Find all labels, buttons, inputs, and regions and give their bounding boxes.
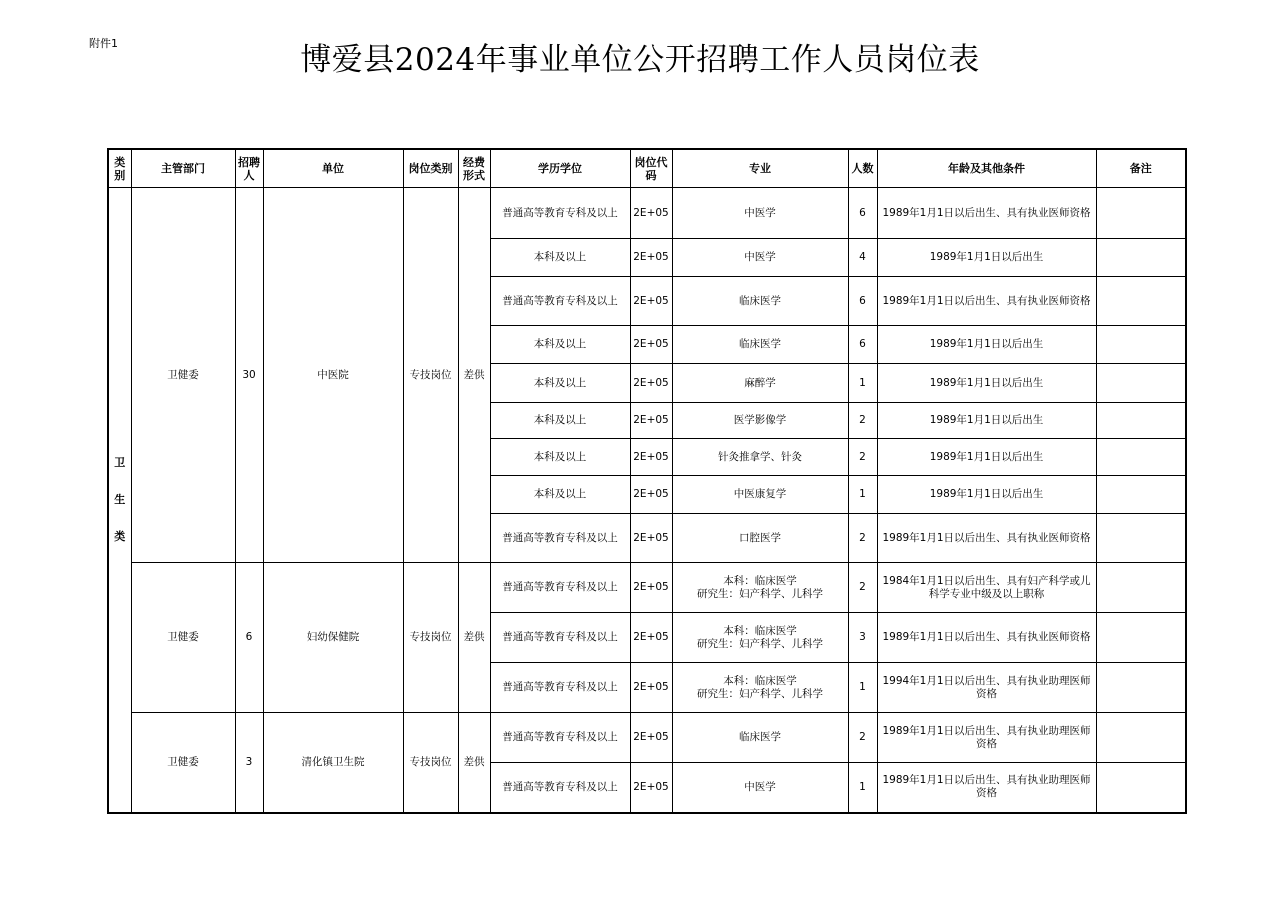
major-cell: 中医康复学 <box>672 476 848 514</box>
header-post-type: 岗位类别 <box>403 149 458 188</box>
major-cell: 本科：临床医学 研究生：妇产科学、儿科学 <box>672 613 848 663</box>
conditions-cell: 1989年1月1日以后出生、具有执业医师资格 <box>877 188 1096 239</box>
major-cell: 本科：临床医学 研究生：妇产科学、儿科学 <box>672 563 848 613</box>
header-recruit-total: 招聘人 <box>235 149 263 188</box>
code-cell: 2E+05 <box>630 277 672 326</box>
unit-cell: 妇幼保健院 <box>263 563 403 713</box>
education-cell: 本科及以上 <box>490 239 630 277</box>
conditions-cell: 1989年1月1日以后出生 <box>877 364 1096 403</box>
remarks-cell <box>1096 364 1186 403</box>
post-type-cell: 专技岗位 <box>403 188 458 563</box>
remarks-cell <box>1096 663 1186 713</box>
count-cell: 2 <box>848 403 877 439</box>
education-cell: 本科及以上 <box>490 326 630 364</box>
count-cell: 2 <box>848 713 877 763</box>
major-cell: 针灸推拿学、针灸 <box>672 439 848 476</box>
remarks-cell <box>1096 439 1186 476</box>
remarks-cell <box>1096 239 1186 277</box>
count-cell: 2 <box>848 514 877 563</box>
education-cell: 普通高等教育专科及以上 <box>490 188 630 239</box>
category-char: 生 <box>114 493 126 507</box>
conditions-cell: 1989年1月1日以后出生、具有执业医师资格 <box>877 514 1096 563</box>
code-cell: 2E+05 <box>630 188 672 239</box>
count-cell: 1 <box>848 663 877 713</box>
code-cell: 2E+05 <box>630 514 672 563</box>
major-cell: 临床医学 <box>672 277 848 326</box>
attachment-label: 附件1 <box>89 37 118 50</box>
remarks-cell <box>1096 613 1186 663</box>
count-cell: 1 <box>848 763 877 813</box>
remarks-cell <box>1096 476 1186 514</box>
major-cell: 中医学 <box>672 188 848 239</box>
header-dept: 主管部门 <box>131 149 235 188</box>
dept-cell: 卫健委 <box>131 563 235 713</box>
code-cell: 2E+05 <box>630 239 672 277</box>
recruit-total-cell: 6 <box>235 563 263 713</box>
conditions-cell: 1984年1月1日以后出生、具有妇产科学或儿科学专业中级及以上职称 <box>877 563 1096 613</box>
major-cell: 麻醉学 <box>672 364 848 403</box>
header-row <box>108 149 1186 188</box>
code-cell: 2E+05 <box>630 476 672 514</box>
major-cell: 中医学 <box>672 239 848 277</box>
dept-cell: 卫健委 <box>131 713 235 813</box>
code-cell: 2E+05 <box>630 613 672 663</box>
remarks-cell <box>1096 188 1186 239</box>
education-cell: 普通高等教育专科及以上 <box>490 713 630 763</box>
recruit-total-cell: 30 <box>235 188 263 563</box>
remarks-cell <box>1096 763 1186 813</box>
education-cell: 本科及以上 <box>490 364 630 403</box>
education-cell: 普通高等教育专科及以上 <box>490 277 630 326</box>
remarks-cell <box>1096 563 1186 613</box>
post-type-cell: 专技岗位 <box>403 563 458 713</box>
conditions-cell: 1989年1月1日以后出生、具有执业医师资格 <box>877 277 1096 326</box>
table-row <box>108 713 1186 763</box>
conditions-cell: 1989年1月1日以后出生、具有执业医师资格 <box>877 613 1096 663</box>
code-cell: 2E+05 <box>630 563 672 613</box>
remarks-cell <box>1096 326 1186 364</box>
count-cell: 4 <box>848 239 877 277</box>
conditions-cell: 1989年1月1日以后出生 <box>877 403 1096 439</box>
major-cell: 中医学 <box>672 763 848 813</box>
conditions-cell: 1989年1月1日以后出生 <box>877 476 1096 514</box>
header-education: 学历学位 <box>490 149 630 188</box>
header-conditions: 年龄及其他条件 <box>877 149 1096 188</box>
count-cell: 1 <box>848 476 877 514</box>
education-cell: 普通高等教育专科及以上 <box>490 563 630 613</box>
funding-cell: 差供 <box>458 563 490 713</box>
education-cell: 普通高等教育专科及以上 <box>490 514 630 563</box>
header-code: 岗位代码 <box>630 149 672 188</box>
header-count: 人数 <box>848 149 877 188</box>
education-cell: 本科及以上 <box>490 403 630 439</box>
count-cell: 6 <box>848 188 877 239</box>
positions-table <box>107 148 1187 814</box>
count-cell: 2 <box>848 563 877 613</box>
conditions-cell: 1989年1月1日以后出生、具有执业助理医师资格 <box>877 763 1096 813</box>
count-cell: 3 <box>848 613 877 663</box>
major-cell: 临床医学 <box>672 713 848 763</box>
funding-cell: 差供 <box>458 188 490 563</box>
header-category: 类别 <box>108 149 131 188</box>
unit-cell: 中医院 <box>263 188 403 563</box>
education-cell: 本科及以上 <box>490 476 630 514</box>
major-cell: 医学影像学 <box>672 403 848 439</box>
code-cell: 2E+05 <box>630 403 672 439</box>
education-cell: 普通高等教育专科及以上 <box>490 613 630 663</box>
page-title: 博爱县2024年事业单位公开招聘工作人员岗位表 <box>300 42 980 78</box>
remarks-cell <box>1096 514 1186 563</box>
code-cell: 2E+05 <box>630 326 672 364</box>
code-cell: 2E+05 <box>630 763 672 813</box>
count-cell: 1 <box>848 364 877 403</box>
major-cell: 口腔医学 <box>672 514 848 563</box>
funding-cell: 差供 <box>458 713 490 813</box>
category-label <box>111 456 129 543</box>
conditions-cell: 1989年1月1日以后出生 <box>877 239 1096 277</box>
education-cell: 普通高等教育专科及以上 <box>490 763 630 813</box>
count-cell: 6 <box>848 277 877 326</box>
education-cell: 本科及以上 <box>490 439 630 476</box>
code-cell: 2E+05 <box>630 364 672 403</box>
post-type-cell: 专技岗位 <box>403 713 458 813</box>
dept-cell: 卫健委 <box>131 188 235 563</box>
unit-cell: 清化镇卫生院 <box>263 713 403 813</box>
education-cell: 普通高等教育专科及以上 <box>490 663 630 713</box>
header-major: 专业 <box>672 149 848 188</box>
header-unit: 单位 <box>263 149 403 188</box>
remarks-cell <box>1096 277 1186 326</box>
category-char: 类 <box>114 530 126 544</box>
code-cell: 2E+05 <box>630 663 672 713</box>
table-row <box>108 188 1186 239</box>
code-cell: 2E+05 <box>630 713 672 763</box>
remarks-cell <box>1096 403 1186 439</box>
conditions-cell: 1989年1月1日以后出生 <box>877 439 1096 476</box>
count-cell: 2 <box>848 439 877 476</box>
remarks-cell <box>1096 713 1186 763</box>
code-cell: 2E+05 <box>630 439 672 476</box>
table-row <box>108 563 1186 613</box>
category-cell <box>108 188 131 813</box>
header-funding: 经费形式 <box>458 149 490 188</box>
category-char: 卫 <box>114 456 126 470</box>
conditions-cell: 1989年1月1日以后出生 <box>877 326 1096 364</box>
conditions-cell: 1989年1月1日以后出生、具有执业助理医师资格 <box>877 713 1096 763</box>
major-cell: 临床医学 <box>672 326 848 364</box>
header-remarks: 备注 <box>1096 149 1186 188</box>
major-cell: 本科：临床医学 研究生：妇产科学、儿科学 <box>672 663 848 713</box>
count-cell: 6 <box>848 326 877 364</box>
recruit-total-cell: 3 <box>235 713 263 813</box>
conditions-cell: 1994年1月1日以后出生、具有执业助理医师资格 <box>877 663 1096 713</box>
